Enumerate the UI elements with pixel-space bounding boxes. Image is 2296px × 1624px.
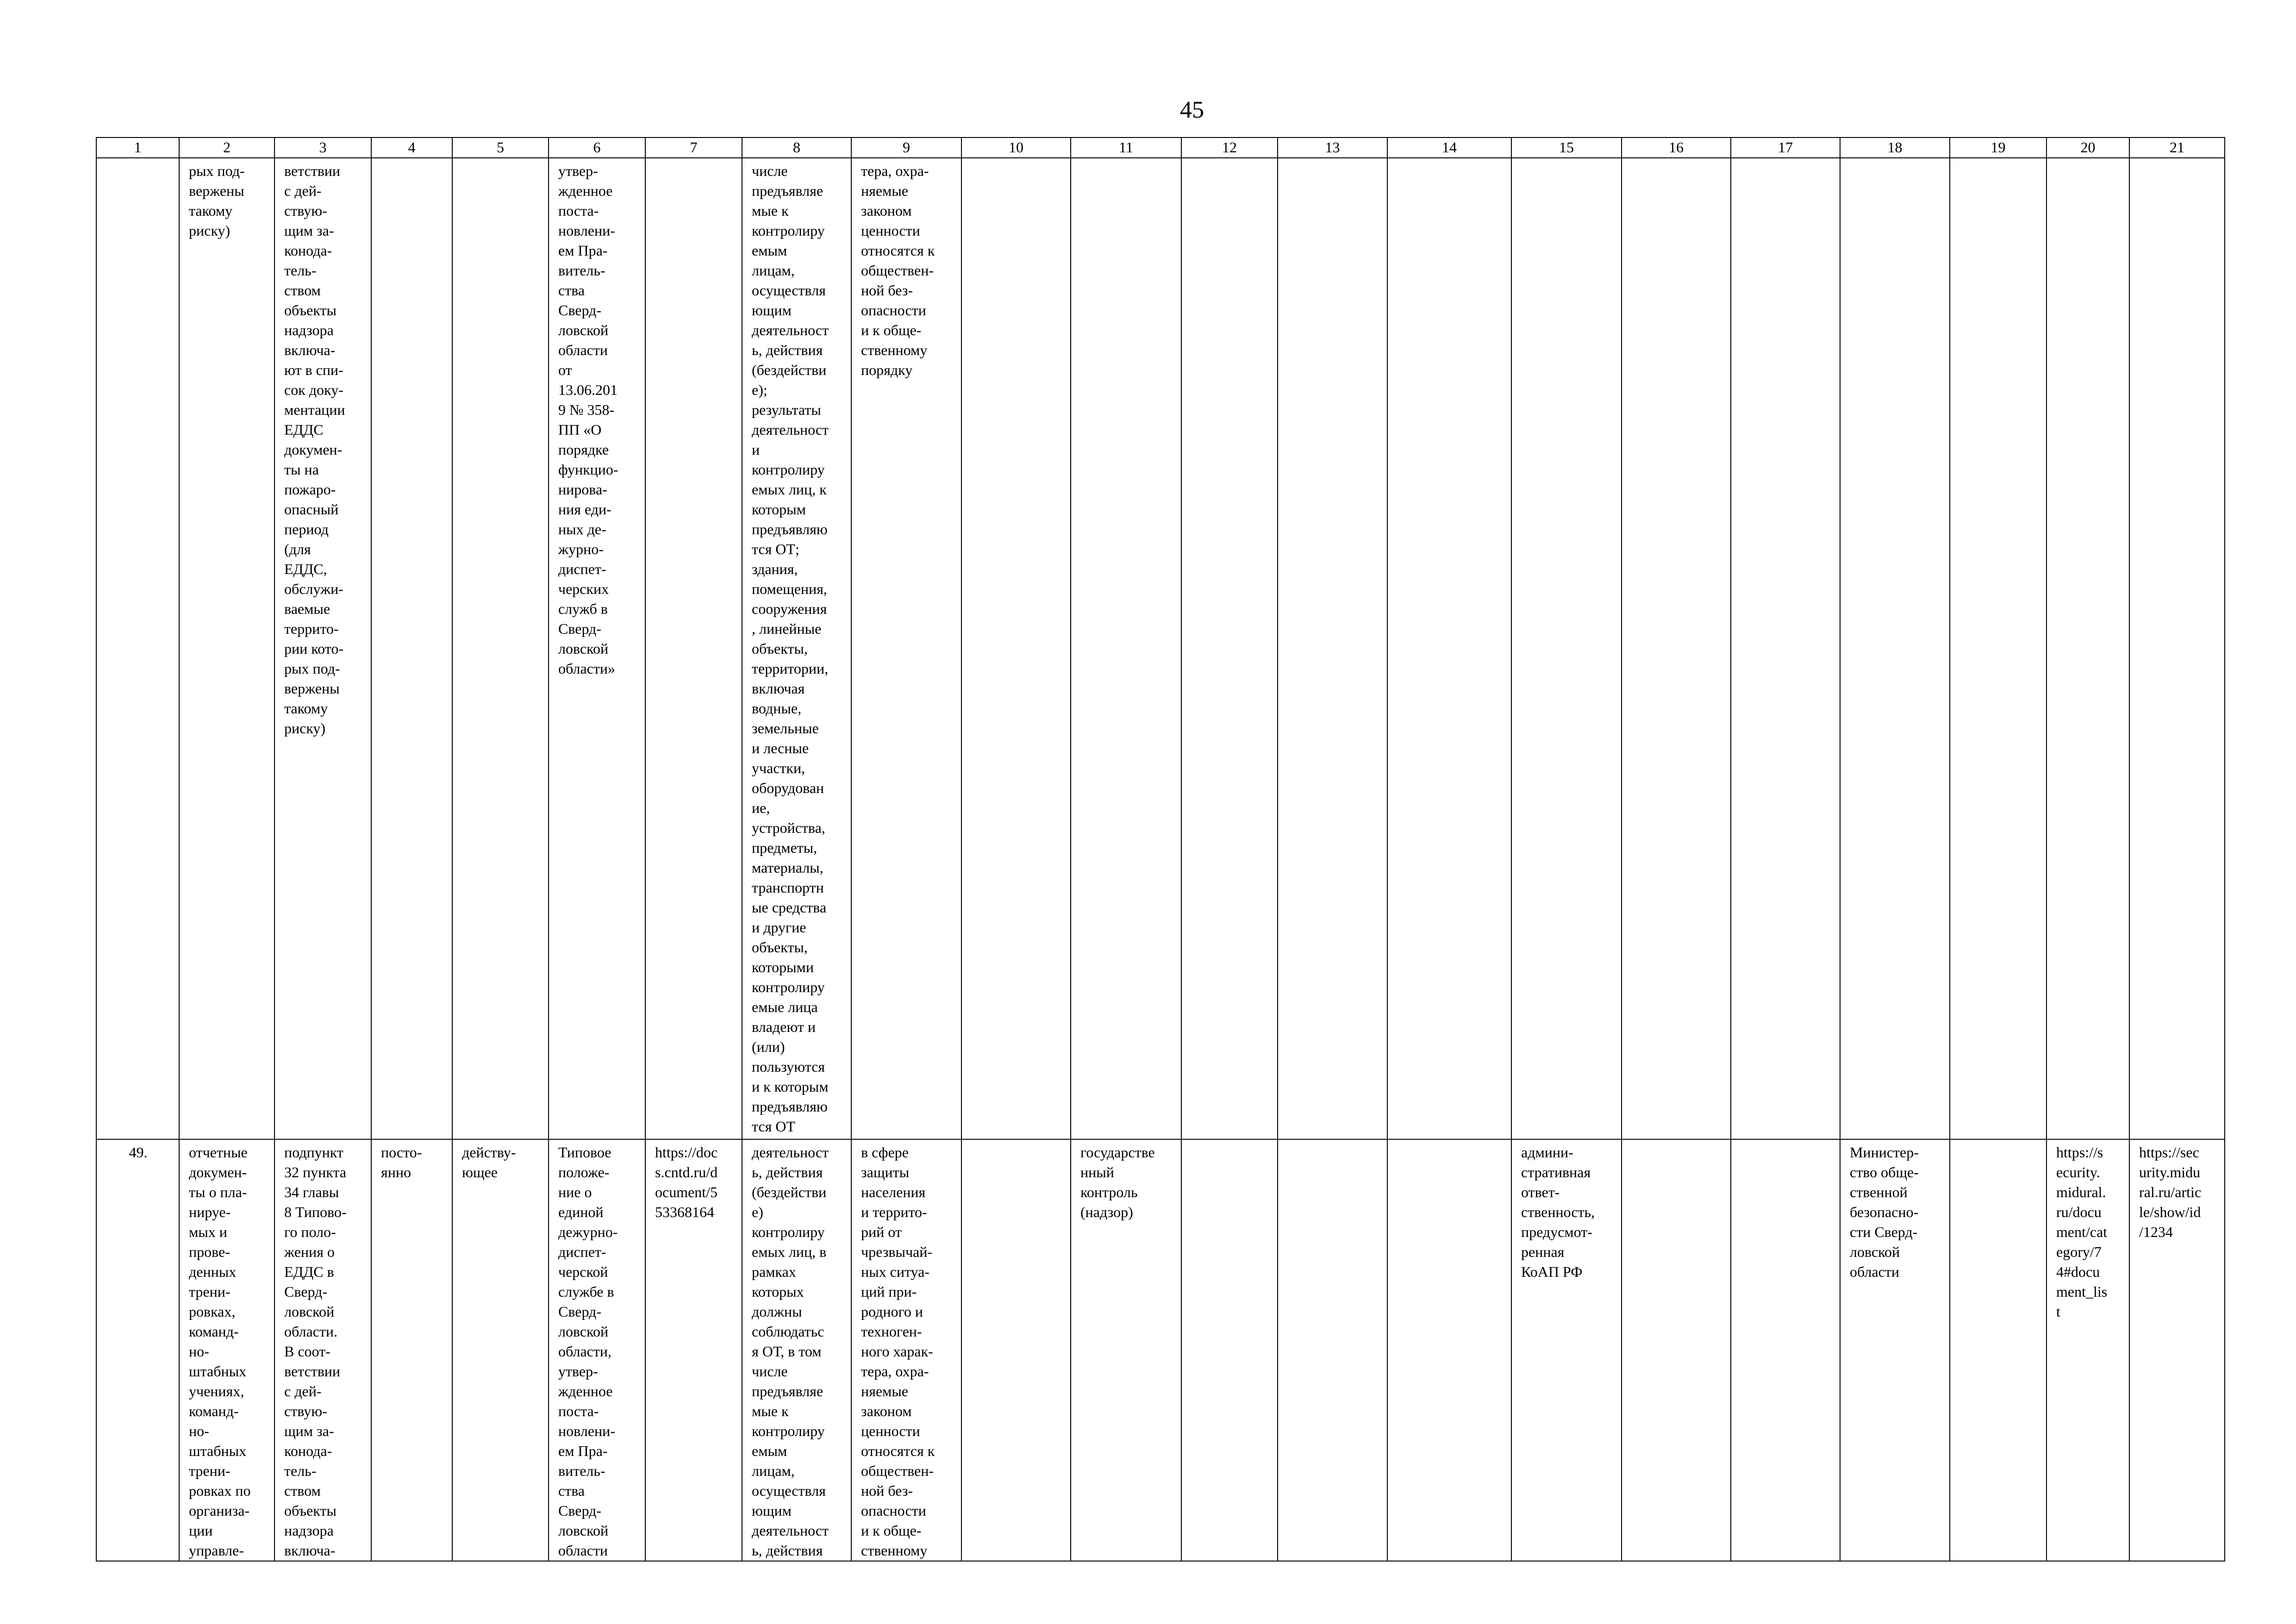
cell-col-19 (1950, 158, 2046, 1139)
cell-col-3: подпункт 32 пункта 34 главы 8 Типово- го поло- жения о ЕДДС в Сверд- ловской области. В соот- ветствии с дей- ствую- щим за- конода- тель- ством объекты надзора включа- (275, 1139, 371, 1561)
column-number-row (96, 137, 2225, 158)
column-number: 21 (2129, 137, 2225, 158)
cell-col-2: отчетные докумен- ты о пла- нируе- мых и прове- денных трени- ровках, команд- но- штабных учениях, команд- но- штабных трени- ровках по организа- ции управле- (179, 1139, 275, 1561)
register-table (96, 137, 2225, 1562)
column-number: 17 (1731, 137, 1840, 158)
cell-col-4 (371, 158, 452, 1139)
ministry-article-link[interactable]: https://sec urity.midu ral.ru/artic le/show/id /1234 (2129, 1139, 2225, 1561)
cell-col-8: числе предъявляе мые к контролиру емым лицам, осуществля ющим деятельност ь, действия (бездействи е); результаты деятельност и контролиру емых лиц, к которым предъявляю тся ОТ; здания, помещения, сооружения , линейные объекты, территории, включая водные, земельные и лесные участки, оборудован ие, устройства, предметы, материалы, транспортн ые средства и другие объекты, которыми контролиру емые лица владеют и (или) пользуются и к которым предъявляю тся ОТ (742, 158, 851, 1139)
cell-col-13 (1278, 158, 1387, 1139)
cell-col-18: Министер- ство обще- ственной безопасно- сти Сверд- ловской области (1840, 1139, 1950, 1561)
column-number: 5 (452, 137, 549, 158)
cell-col-3: ветствии с дей- ствую- щим за- конода- тель- ством объекты надзора включа- ют в спи- сок доку- ментации ЕДДС докумен- ты на пожаро- опасный период (для ЕДДС, обслужи- ваемые террито- рии кото- рых под- вержены такому риску) (275, 158, 371, 1139)
column-number: 20 (2046, 137, 2129, 158)
cell-col-9: в сфере защиты населения и террито- рий от чрезвычай- ных ситуа- ций при- родного и техноген- ного харак- тера, охра- няемые законом ценности относятся к обществен- ной без- опасности и к обще- ственному (851, 1139, 961, 1561)
cell-col-5 (452, 158, 549, 1139)
cell-col-19 (1950, 1139, 2046, 1561)
cell-col-9: тера, охра- няемые законом ценности относятся к обществен- ной без- опасности и к обще- ственному порядку (851, 158, 961, 1139)
column-number: 8 (742, 137, 851, 158)
column-number: 3 (275, 137, 371, 158)
column-number: 15 (1511, 137, 1622, 158)
cell-col-18 (1840, 158, 1950, 1139)
table-row-49 (96, 1139, 2225, 1561)
cell-col-4: посто- янно (371, 1139, 452, 1561)
document-link[interactable]: https://doc s.cntd.ru/d ocument/5 53368164 (645, 1139, 742, 1561)
column-number: 14 (1387, 137, 1511, 158)
cell-col-5: действу- ющее (452, 1139, 549, 1561)
column-number: 13 (1278, 137, 1387, 158)
cell-col-10 (961, 1139, 1071, 1561)
cell-col-2: рых под- вержены такому риску) (179, 158, 275, 1139)
ministry-document-link[interactable]: https://s ecurity. midural. ru/docu ment/cat egory/7 4#docu ment_lis t (2046, 1139, 2129, 1561)
cell-col-20 (2046, 158, 2129, 1139)
column-number: 16 (1622, 137, 1731, 158)
column-number: 4 (371, 137, 452, 158)
cell-col-17 (1731, 1139, 1840, 1561)
column-number: 12 (1181, 137, 1278, 158)
column-number: 2 (179, 137, 275, 158)
column-number: 7 (645, 137, 742, 158)
column-number: 1 (96, 137, 179, 158)
table-row-continued (96, 158, 2225, 1139)
cell-col-16 (1622, 158, 1731, 1139)
cell-col-6: Типовое положе- ние о единой дежурно- диспет- черской службе в Сверд- ловской области, утвер- жденное поста- новлени- ем Пра- витель- ства Сверд- ловской области (549, 1139, 645, 1561)
cell-col-16 (1622, 1139, 1731, 1561)
cell-col-12 (1181, 158, 1278, 1139)
column-number: 10 (961, 137, 1071, 158)
cell-col-12 (1181, 1139, 1278, 1561)
column-number: 6 (549, 137, 645, 158)
cell-col-11 (1071, 158, 1181, 1139)
column-number: 18 (1840, 137, 1950, 158)
cell-col-6: утвер- жденное поста- новлени- ем Пра- витель- ства Сверд- ловской области от 13.06.201 9 № 358- ПП «О порядке функцио- нирова- ния еди- ных де- журно- диспет- черских служб в Сверд- ловской области» (549, 158, 645, 1139)
cell-col-10 (961, 158, 1071, 1139)
column-number: 9 (851, 137, 961, 158)
column-number: 11 (1071, 137, 1181, 158)
cell-col-15: админи- стративная ответ- ственность, предусмот- ренная КоАП РФ (1511, 1139, 1622, 1561)
cell-col-14 (1387, 1139, 1511, 1561)
cell-col-21 (2129, 158, 2225, 1139)
cell-col-13 (1278, 1139, 1387, 1561)
cell-number: 49. (96, 1139, 179, 1561)
page-number: 45 (1180, 97, 1204, 123)
cell-col-11: государстве нный контроль (надзор) (1071, 1139, 1181, 1561)
cell-col-15 (1511, 158, 1622, 1139)
column-number: 19 (1950, 137, 2046, 158)
cell-number (96, 158, 179, 1139)
cell-col-14 (1387, 158, 1511, 1139)
cell-col-8: деятельност ь, действия (бездействи е) контролиру емых лиц, в рамках которых должны соблюдатьс я ОТ, в том числе предъявляе мые к контролиру емым лицам, осуществля ющим деятельност ь, действия (742, 1139, 851, 1561)
cell-col-7 (645, 158, 742, 1139)
cell-col-17 (1731, 158, 1840, 1139)
